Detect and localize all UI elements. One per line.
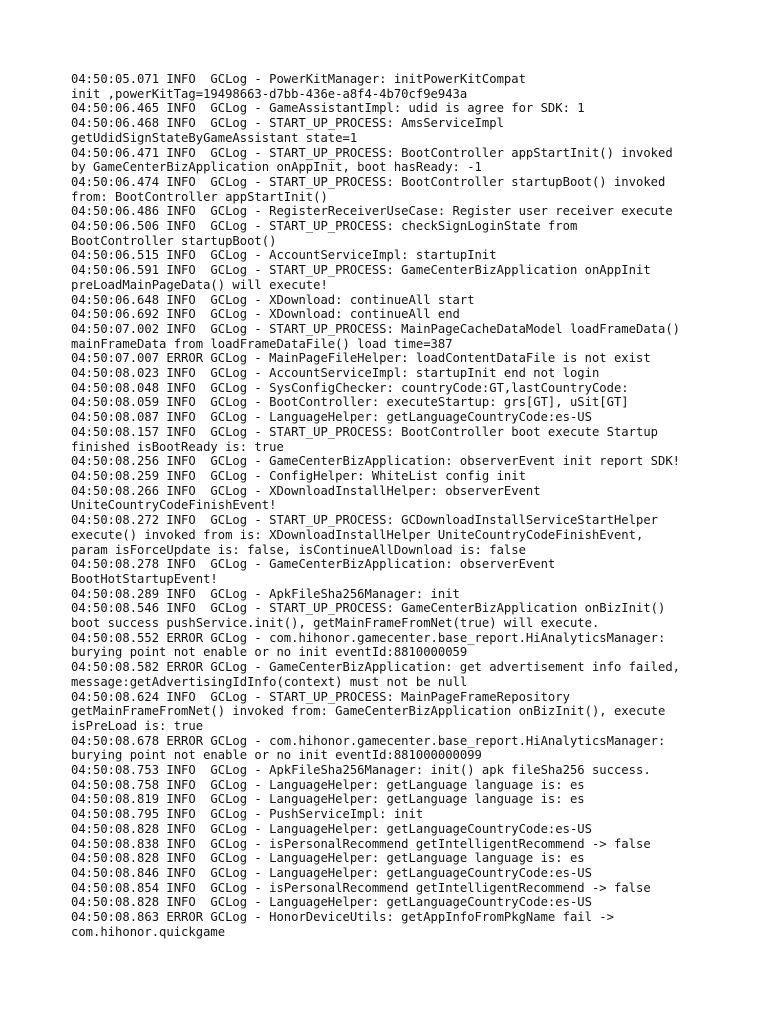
log-line: finished isBootReady is: true bbox=[71, 439, 284, 454]
log-line: 04:50:06.506 INFO GCLog - START_UP_PROCESS: checkSignLoginState from bbox=[71, 219, 578, 234]
log-line: 04:50:08.259 INFO GCLog - ConfigHelper: WhiteList config init bbox=[71, 468, 526, 483]
log-line: getMainFrameFromNet() invoked from: GameCenterBizApplication onBizInit(), execute bbox=[71, 704, 666, 719]
log-line: 04:50:08.023 INFO GCLog - AccountServiceImpl: startupInit end not login bbox=[71, 366, 600, 381]
log-line: 04:50:08.854 INFO GCLog - isPersonalRecommend getIntelligentRecommend -> false bbox=[71, 880, 651, 895]
log-line: message:getAdvertisingIdInfo(context) must not be null bbox=[71, 674, 468, 689]
log-line: 04:50:08.552 ERROR GCLog - com.hihonor.gamecenter.base_report.HiAnalyticsManager: bbox=[71, 630, 666, 645]
log-line: execute() invoked from is: XDownloadInstallHelper UniteCountryCodeFinishEvent, bbox=[71, 527, 644, 542]
log-line: 04:50:08.819 INFO GCLog - LanguageHelper: getLanguage language is: es bbox=[71, 792, 585, 807]
log-line: 04:50:08.266 INFO GCLog - XDownloadInstallHelper: observerEvent bbox=[71, 483, 541, 498]
log-line: from: BootController appStartInit() bbox=[71, 189, 328, 204]
log-line: 04:50:08.838 INFO GCLog - isPersonalRecommend getIntelligentRecommend -> false bbox=[71, 836, 651, 851]
log-line: 04:50:08.828 INFO GCLog - LanguageHelper: getLanguage language is: es bbox=[71, 851, 585, 866]
log-line: 04:50:06.515 INFO GCLog - AccountServiceImpl: startupInit bbox=[71, 248, 497, 263]
log-line: by GameCenterBizApplication onAppInit, boot hasReady: -1 bbox=[71, 160, 482, 175]
log-line: 04:50:06.486 INFO GCLog - RegisterReceiverUseCase: Register user receiver execute bbox=[71, 204, 673, 219]
log-line: 04:50:08.546 INFO GCLog - START_UP_PROCESS: GameCenterBizApplication onBizInit() bbox=[71, 601, 666, 616]
log-line: 04:50:08.157 INFO GCLog - START_UP_PROCESS: BootController boot execute Startup bbox=[71, 424, 658, 439]
log-line: 04:50:08.795 INFO GCLog - PushServiceImpl: init bbox=[71, 807, 424, 822]
log-document bbox=[71, 72, 751, 939]
log-line: 04:50:06.692 INFO GCLog - XDownload: continueAll end bbox=[71, 307, 460, 322]
log-line: 04:50:08.256 INFO GCLog - GameCenterBizApplication: observerEvent init report SDK! bbox=[71, 454, 681, 469]
log-line: preLoadMainPageData() will execute! bbox=[71, 277, 328, 292]
log-line: burying point not enable or no init eventId:881000000099 bbox=[71, 748, 482, 763]
log-line: 04:50:08.863 ERROR GCLog - HonorDeviceUtils: getAppInfoFromPkgName fail -> bbox=[71, 910, 614, 925]
log-line: 04:50:06.465 INFO GCLog - GameAssistantImpl: udid is agree for SDK: 1 bbox=[71, 101, 585, 116]
log-line: 04:50:08.753 INFO GCLog - ApkFileSha256Manager: init() apk fileSha256 success. bbox=[71, 763, 651, 778]
log-line: BootHotStartupEvent! bbox=[71, 571, 218, 586]
log-line: 04:50:08.828 INFO GCLog - LanguageHelper: getLanguageCountryCode:es-US bbox=[71, 895, 592, 910]
log-line: BootController startupBoot() bbox=[71, 233, 277, 248]
log-line: 04:50:08.087 INFO GCLog - LanguageHelper: getLanguageCountryCode:es-US bbox=[71, 410, 592, 425]
log-line: burying point not enable or no init eventId:8810000059 bbox=[71, 645, 468, 660]
log-line: 04:50:08.758 INFO GCLog - LanguageHelper: getLanguage language is: es bbox=[71, 777, 585, 792]
log-line: 04:50:08.846 INFO GCLog - LanguageHelper: getLanguageCountryCode:es-US bbox=[71, 865, 592, 880]
log-line: param isForceUpdate is: false, isContinueAllDownload is: false bbox=[71, 542, 526, 557]
log-line: 04:50:08.278 INFO GCLog - GameCenterBizApplication: observerEvent bbox=[71, 557, 556, 572]
log-line: 04:50:06.591 INFO GCLog - START_UP_PROCESS: GameCenterBizApplication onAppInit bbox=[71, 263, 651, 278]
log-line: 04:50:06.471 INFO GCLog - START_UP_PROCESS: BootController appStartInit() invoked bbox=[71, 145, 673, 160]
log-line: mainFrameData from loadFrameDataFile() load time=387 bbox=[71, 336, 453, 351]
log-line: 04:50:08.059 INFO GCLog - BootController: executeStartup: grs[GT], uSit[GT] bbox=[71, 395, 629, 410]
log-line: 04:50:08.289 INFO GCLog - ApkFileSha256Manager: init bbox=[71, 586, 460, 601]
log-line: 04:50:08.828 INFO GCLog - LanguageHelper: getLanguageCountryCode:es-US bbox=[71, 821, 592, 836]
log-line: 04:50:05.071 INFO GCLog - PowerKitManager: initPowerKitCompat bbox=[71, 72, 526, 86]
log-line: 04:50:08.678 ERROR GCLog - com.hihonor.gamecenter.base_report.HiAnalyticsManager: bbox=[71, 733, 666, 748]
log-line: 04:50:08.272 INFO GCLog - START_UP_PROCESS: GCDownloadInstallServiceStartHelper bbox=[71, 513, 658, 528]
log-line: 04:50:06.648 INFO GCLog - XDownload: continueAll start bbox=[71, 292, 475, 307]
log-line: 04:50:06.468 INFO GCLog - START_UP_PROCESS: AmsServiceImpl bbox=[71, 116, 504, 131]
log-line: UniteCountryCodeFinishEvent! bbox=[71, 498, 277, 513]
log-line: getUdidSignStateByGameAssistant state=1 bbox=[71, 130, 358, 145]
log-line: isPreLoad is: true bbox=[71, 718, 204, 733]
log-line: 04:50:07.002 INFO GCLog - START_UP_PROCESS: MainPageCacheDataModel loadFrameData() bbox=[71, 321, 681, 336]
log-line: 04:50:08.048 INFO GCLog - SysConfigChecker: countryCode:GT,lastCountryCode: bbox=[71, 380, 629, 395]
log-line: boot success pushService.init(), getMainFrameFromNet(true) will execute. bbox=[71, 616, 600, 631]
log-line: 04:50:07.007 ERROR GCLog - MainPageFileHelper: loadContentDataFile is not exist bbox=[71, 351, 651, 366]
log-line: 04:50:08.582 ERROR GCLog - GameCenterBizApplication: get advertisement info failed, bbox=[71, 660, 681, 675]
log-line: init ,powerKitTag=19498663-d7bb-436e-a8f4-4b70cf9e943a bbox=[71, 86, 468, 101]
log-line: 04:50:06.474 INFO GCLog - START_UP_PROCESS: BootController startupBoot() invoked bbox=[71, 174, 666, 189]
log-line: com.hihonor.quickgame bbox=[71, 924, 226, 939]
log-line: 04:50:08.624 INFO GCLog - START_UP_PROCESS: MainPageFrameRepository bbox=[71, 689, 570, 704]
